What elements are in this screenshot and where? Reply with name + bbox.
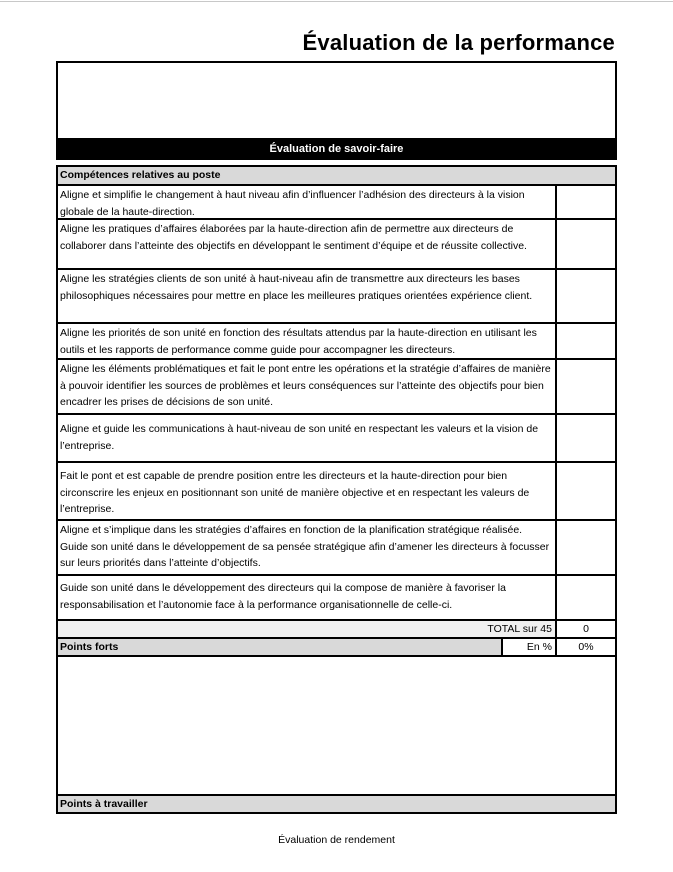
competence-text: Aligne les stratégies clients de son unité à haut-niveau afin de transmettre aux directeurs les bases philosophiques nécessaires pour mettre en place les meilleures pratiques orientées expérience client. bbox=[58, 270, 557, 322]
strengths-text-area[interactable] bbox=[58, 657, 615, 796]
table-row bbox=[58, 186, 615, 220]
strengths-text[interactable] bbox=[58, 657, 615, 794]
table-row bbox=[58, 576, 615, 621]
competences-table bbox=[56, 165, 617, 814]
page-footer: Évaluation de rendement bbox=[278, 834, 395, 846]
total-label: TOTAL sur 45 bbox=[58, 621, 557, 637]
total-value: 0 bbox=[557, 621, 615, 637]
score-cell[interactable] bbox=[557, 220, 615, 268]
score-cell[interactable] bbox=[557, 463, 615, 519]
table-row bbox=[58, 270, 615, 324]
competence-text: Aligne et simplifie le changement à haut niveau afin d’influencer l’adhésion des directeurs à la vision globale de la haute-direction. bbox=[58, 186, 557, 218]
strengths-header-row bbox=[58, 639, 615, 657]
improve-header-row bbox=[58, 796, 615, 812]
section-title-bar: Évaluation de savoir-faire bbox=[56, 138, 617, 160]
competences-header: Compétences relatives au poste bbox=[60, 169, 221, 181]
competence-text: Aligne les pratiques d’affaires élaborées par la haute-direction afin de permettre aux directeurs de collaborer dans l’atteinte des objectifs en développant le sentiment d’équipe et de réussite collective. bbox=[58, 220, 557, 268]
table-row bbox=[58, 360, 615, 415]
score-cell[interactable] bbox=[557, 270, 615, 322]
score-cell[interactable] bbox=[557, 186, 615, 218]
score-cell[interactable] bbox=[557, 521, 615, 574]
percent-value: 0% bbox=[557, 639, 615, 655]
competence-text: Aligne les éléments problématiques et fait le pont entre les opérations et la stratégie d’affaires de manière à pouvoir identifier les sources de problèmes et leurs conséquences sur l’atteinte des objectifs pour bien encadrer les prises de décisions de son unité. bbox=[58, 360, 557, 413]
strengths-label: Points forts bbox=[58, 639, 503, 655]
table-row bbox=[58, 324, 615, 360]
score-cell[interactable] bbox=[557, 576, 615, 619]
competence-text: Aligne les priorités de son unité en fonction des résultats attendus par la haute-direction en utilisant les outils et les rapports de performance comme guide pour accompagner les directeurs. bbox=[58, 324, 557, 358]
score-cell[interactable] bbox=[557, 324, 615, 358]
improve-label: Points à travailler bbox=[60, 798, 148, 810]
competence-text: Aligne et s’implique dans les stratégies d’affaires en fonction de la planification stratégique réalisée. Guide son unité dans le développement de sa pensée stratégique afin d’amener les directeurs à focusser sur leurs priorités dans l’atteinte d’objectifs. bbox=[58, 521, 557, 574]
table-row bbox=[58, 521, 615, 576]
score-cell[interactable] bbox=[557, 360, 615, 413]
percent-label: En % bbox=[503, 639, 557, 655]
table-row bbox=[58, 220, 615, 270]
top-rule bbox=[0, 1, 673, 2]
competence-text: Fait le pont et est capable de prendre position entre les directeurs et la haute-direction pour bien circonscrire les enjeux en positionnant son unité de manière objective et en respectant les valeurs de l’entreprise. bbox=[58, 463, 557, 519]
competence-text: Guide son unité dans le développement des directeurs qui la compose de manière à favoriser la responsabilisation et l’autonomie face à la performance organisationnelle de celle-ci. bbox=[58, 576, 557, 619]
header-info-box[interactable] bbox=[56, 61, 617, 139]
competences-header-row bbox=[58, 167, 615, 186]
table-row bbox=[58, 463, 615, 521]
score-cell[interactable] bbox=[557, 415, 615, 461]
page-title: Évaluation de la performance bbox=[302, 30, 615, 55]
total-row bbox=[58, 621, 615, 639]
competence-text: Aligne et guide les communications à haut-niveau de son unité en respectant les valeurs et la vision de l’entreprise. bbox=[58, 415, 557, 461]
table-row bbox=[58, 415, 615, 463]
